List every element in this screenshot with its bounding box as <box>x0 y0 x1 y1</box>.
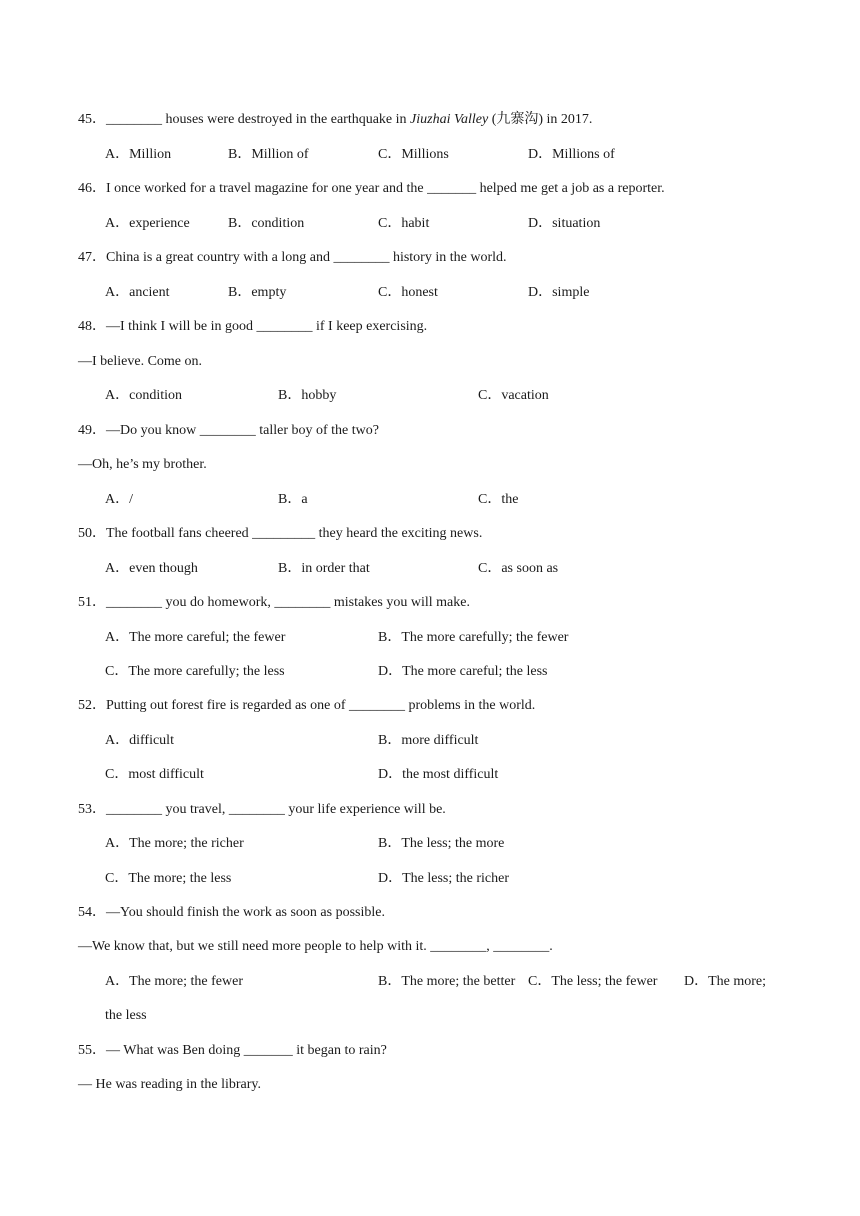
option-b: B．hobby <box>278 388 337 403</box>
option-a: A．condition <box>105 388 182 403</box>
dialogue-reply: —We know that, but we still need more people to help with it. ________, ________. <box>78 939 553 954</box>
question-stem: —Do you know ________ taller boy of the two? <box>106 423 379 438</box>
question-number: 45． <box>78 112 106 127</box>
option-a: A．ancient <box>105 285 170 300</box>
question-48 <box>78 318 427 336</box>
option-c: C．The more; the less <box>105 871 232 886</box>
question-50 <box>78 525 482 543</box>
question-stem: I once worked for a travel magazine for one year and the _______ helped me get a job as a reporter. <box>106 181 665 196</box>
question-number: 49． <box>78 423 106 438</box>
option-d: D．simple <box>528 285 590 300</box>
question-stem: Putting out forest fire is regarded as one of ________ problems in the world. <box>106 698 536 713</box>
question-number: 55． <box>78 1043 106 1058</box>
question-number: 51． <box>78 595 106 610</box>
option-c: C．Millions <box>378 147 449 162</box>
question-49 <box>78 422 379 440</box>
option-b: B．empty <box>228 285 287 300</box>
option-c: C．The less; the fewer <box>528 974 658 989</box>
question-52 <box>78 697 535 715</box>
option-d: D．The more; <box>684 974 767 989</box>
option-b: B．more difficult <box>378 733 479 748</box>
option-c: C．honest <box>378 285 438 300</box>
question-number: 46． <box>78 181 106 196</box>
option-a: A．The more careful; the fewer <box>105 630 286 645</box>
option-b: B．condition <box>228 216 305 231</box>
question-number: 50． <box>78 526 106 541</box>
question-stem-end: (九寨沟) in 2017. <box>488 112 593 127</box>
option-b: B．The less; the more <box>378 836 505 851</box>
option-b: B．in order that <box>278 561 370 576</box>
option-a: A．Million <box>105 147 172 162</box>
question-stem-italic: Jiuzhai Valley <box>410 112 489 127</box>
question-number: 53． <box>78 802 106 817</box>
question-number: 48． <box>78 319 106 334</box>
option-d: D．the most difficult <box>378 767 499 782</box>
option-c: C．most difficult <box>105 767 204 782</box>
question-stem: The football fans cheered _________ they heard the exciting news. <box>106 526 483 541</box>
question-55 <box>78 1042 387 1060</box>
question-47 <box>78 249 507 267</box>
option-a: A．The more; the richer <box>105 836 244 851</box>
dialogue-reply: —I believe. Come on. <box>78 354 203 369</box>
option-c: C．as soon as <box>478 561 559 576</box>
question-46 <box>78 180 665 198</box>
option-d: D．The less; the richer <box>378 871 510 886</box>
dialogue-reply: — He was reading in the library. <box>78 1077 261 1092</box>
option-c: C．habit <box>378 216 430 231</box>
question-stem: —You should finish the work as soon as possible. <box>106 905 385 920</box>
dialogue-reply: —Oh, he’s my brother. <box>78 457 207 472</box>
option-a: A．experience <box>105 216 190 231</box>
option-b: B．The more carefully; the fewer <box>378 630 569 645</box>
option-b: B．a <box>278 492 308 507</box>
question-stem: —I think I will be in good ________ if I keep exercising. <box>106 319 428 334</box>
question-stem: — What was Ben doing _______ it began to rain? <box>106 1043 387 1058</box>
option-d-continued: the less <box>105 1008 147 1023</box>
option-a: A．even though <box>105 561 198 576</box>
question-stem: China is a great country with a long and ________ history in the world. <box>106 250 507 265</box>
option-a: A．/ <box>105 492 133 507</box>
option-a: A．difficult <box>105 733 174 748</box>
question-number: 54． <box>78 905 106 920</box>
option-c: C．vacation <box>478 388 549 403</box>
option-b: B．Million of <box>228 147 309 162</box>
question-54 <box>78 904 385 922</box>
question-stem: ________ you travel, ________ your life experience will be. <box>106 802 446 817</box>
option-d: D．Millions of <box>528 147 615 162</box>
question-number: 47． <box>78 250 106 265</box>
option-c: C．the <box>478 492 519 507</box>
option-d: D．situation <box>528 216 601 231</box>
option-d: D．The more careful; the less <box>378 664 548 679</box>
option-c: C．The more carefully; the less <box>105 664 285 679</box>
question-stem: ________ houses were destroyed in the earthquake in <box>106 112 411 127</box>
question-number: 52． <box>78 698 106 713</box>
option-a: A．The more; the fewer <box>105 974 243 989</box>
question-45 <box>78 111 592 129</box>
option-b: B．The more; the better <box>378 974 516 989</box>
question-stem: ________ you do homework, ________ mistakes you will make. <box>106 595 470 610</box>
question-53 <box>78 801 446 819</box>
question-51 <box>78 594 470 612</box>
